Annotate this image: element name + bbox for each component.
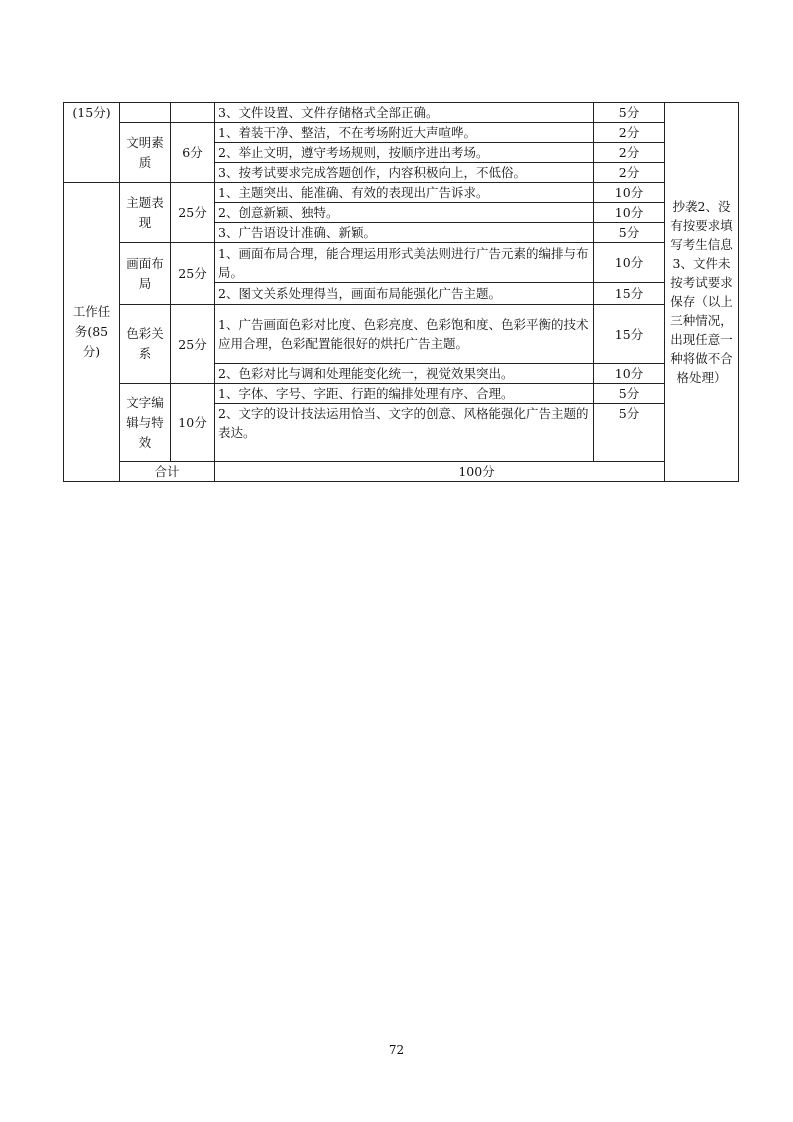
note-text: 抄袭2、没有按要求填写考生信息3、文件未按考试要求保存（以上三种情况，出现任意一种将做不合格处理） bbox=[670, 199, 733, 385]
score-value: 15分 bbox=[594, 305, 665, 364]
table-row bbox=[64, 384, 739, 404]
civility-points: 6分 bbox=[171, 123, 215, 183]
criterion-text: 1、广告画面色彩对比度、色彩亮度、色彩饱和度、色彩平衡的技术应用合理，色彩配置能很好的烘托广告主题。 bbox=[215, 305, 594, 364]
work-task-label: 工作任务(85分) bbox=[64, 183, 120, 482]
total-row bbox=[64, 462, 739, 482]
criterion-text: 3、文件设置、文件存储格式全部正确。 bbox=[215, 103, 594, 123]
group-points: 10分 bbox=[171, 384, 215, 462]
empty-cell bbox=[171, 103, 215, 123]
criterion-text: 1、画面布局合理，能合理运用形式美法则进行广告元素的编排与布局。 bbox=[215, 243, 594, 283]
section-label-partial: (15分) bbox=[64, 103, 120, 183]
table-row bbox=[64, 305, 739, 364]
criterion-text: 2、文字的设计技法运用恰当、文字的创意、风格能强化广告主题的表达。 bbox=[215, 404, 594, 462]
group-label: 主题表现 bbox=[120, 183, 171, 243]
criterion-text: 2、创意新颖、独特。 bbox=[215, 203, 594, 223]
table-row bbox=[64, 243, 739, 283]
civility-label: 文明素质 bbox=[120, 123, 171, 183]
criterion-text: 1、字体、字号、字距、行距的编排处理有序、合理。 bbox=[215, 384, 594, 404]
score-value: 10分 bbox=[594, 203, 665, 223]
score-value: 5分 bbox=[594, 103, 665, 123]
score-value: 5分 bbox=[594, 404, 665, 462]
score-value: 10分 bbox=[594, 243, 665, 283]
score-value: 2分 bbox=[594, 163, 665, 183]
score-value: 5分 bbox=[594, 384, 665, 404]
score-value: 2分 bbox=[594, 143, 665, 163]
table-row bbox=[64, 183, 739, 203]
group-label: 色彩关系 bbox=[120, 305, 171, 384]
group-points: 25分 bbox=[171, 183, 215, 243]
table-row bbox=[64, 103, 739, 123]
group-label: 画面布局 bbox=[120, 243, 171, 305]
group-points: 25分 bbox=[171, 305, 215, 384]
score-value: 2分 bbox=[594, 123, 665, 143]
criterion-text: 2、图文关系处理得当，画面布局能强化广告主题。 bbox=[215, 283, 594, 305]
criterion-text: 3、按考试要求完成答题创作，内容积极向上，不低俗。 bbox=[215, 163, 594, 183]
scoring-table bbox=[63, 102, 739, 482]
page-number: 72 bbox=[388, 1043, 405, 1057]
score-value: 10分 bbox=[594, 364, 665, 384]
group-points: 25分 bbox=[171, 243, 215, 305]
group-label: 文字编辑与特效 bbox=[120, 384, 171, 462]
score-value: 15分 bbox=[594, 283, 665, 305]
table-row bbox=[64, 123, 739, 143]
criterion-text: 2、举止文明，遵守考场规则，按顺序进出考场。 bbox=[215, 143, 594, 163]
score-value: 10分 bbox=[594, 183, 665, 203]
total-value: 100分 bbox=[215, 462, 739, 482]
criterion-text: 1、主题突出、能准确、有效的表现出广告诉求。 bbox=[215, 183, 594, 203]
criterion-text: 2、色彩对比与调和处理能变化统一，视觉效果突出。 bbox=[215, 364, 594, 384]
empty-cell bbox=[120, 103, 171, 123]
criterion-text: 1、着装干净、整洁，不在考场附近大声喧哗。 bbox=[215, 123, 594, 143]
score-value: 5分 bbox=[594, 223, 665, 243]
note-cell bbox=[665, 103, 739, 482]
total-label: 合计 bbox=[120, 462, 215, 482]
criterion-text: 3、广告语设计准确、新颖。 bbox=[215, 223, 594, 243]
